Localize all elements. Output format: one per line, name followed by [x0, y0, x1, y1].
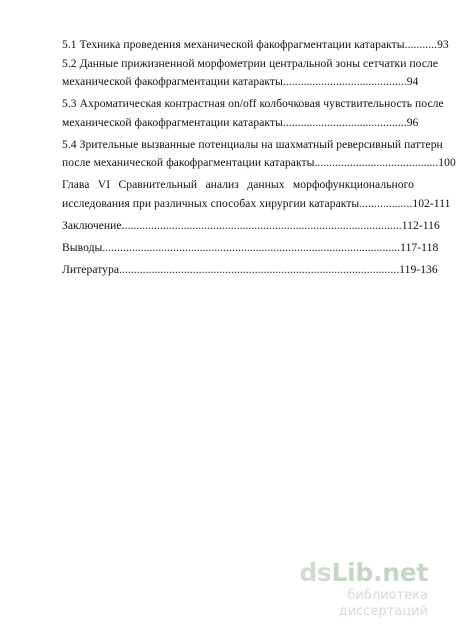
toc-line: 5.1 Техника проведения механической факофрагментации катаракты...........93	[62, 38, 449, 51]
toc-line: Глава VI Сравнительный анализ данных морфофункционального	[62, 178, 414, 192]
toc-entry-conclusion[interactable]	[62, 217, 440, 236]
toc-line: 5.2 Данные прижизненной морфометрии центральной зоны сетчатки после	[62, 56, 439, 70]
toc-line: 5.3 Ахроматическая контрастная on/off колбочковая чувствительность после	[62, 97, 444, 111]
toc-line: механической факофрагментации катаракты..........................................96	[62, 115, 419, 129]
toc-entry-findings[interactable]	[62, 239, 439, 258]
table-of-contents	[62, 36, 456, 280]
watermark-brand-suffix: Lib.net	[331, 558, 428, 587]
toc-entry-5-1[interactable]	[62, 36, 449, 55]
toc-line: исследования при различных способах хирургии катаракты..................102-111	[62, 196, 451, 210]
toc-entry-5-3[interactable]	[62, 95, 444, 132]
dslib-watermark	[278, 560, 428, 620]
toc-entry-5-2[interactable]	[62, 55, 439, 92]
toc-entry-5-4[interactable]	[62, 136, 456, 173]
toc-entry-chapter-6[interactable]	[62, 176, 451, 213]
toc-line: Выводы.....................................................................................................117-118	[62, 240, 439, 254]
toc-line: после механической факофрагментации катаракты..........................................100	[62, 156, 456, 170]
toc-line: механической факофрагментации катаракты..........................................94	[62, 75, 419, 88]
watermark-tagline: библиотека диссертаций	[338, 588, 428, 619]
toc-entry-references[interactable]	[62, 261, 438, 280]
toc-line: Заключение...............................................................................................112-116	[62, 218, 440, 232]
watermark-logo	[278, 560, 428, 586]
toc-line: Литература...............................................................................................119-136	[62, 263, 438, 277]
toc-line: 5.4 Зрительные вызванные потенциалы на шахматный реверсивный паттерн	[62, 137, 443, 151]
watermark-brand-prefix: ds	[299, 558, 332, 587]
